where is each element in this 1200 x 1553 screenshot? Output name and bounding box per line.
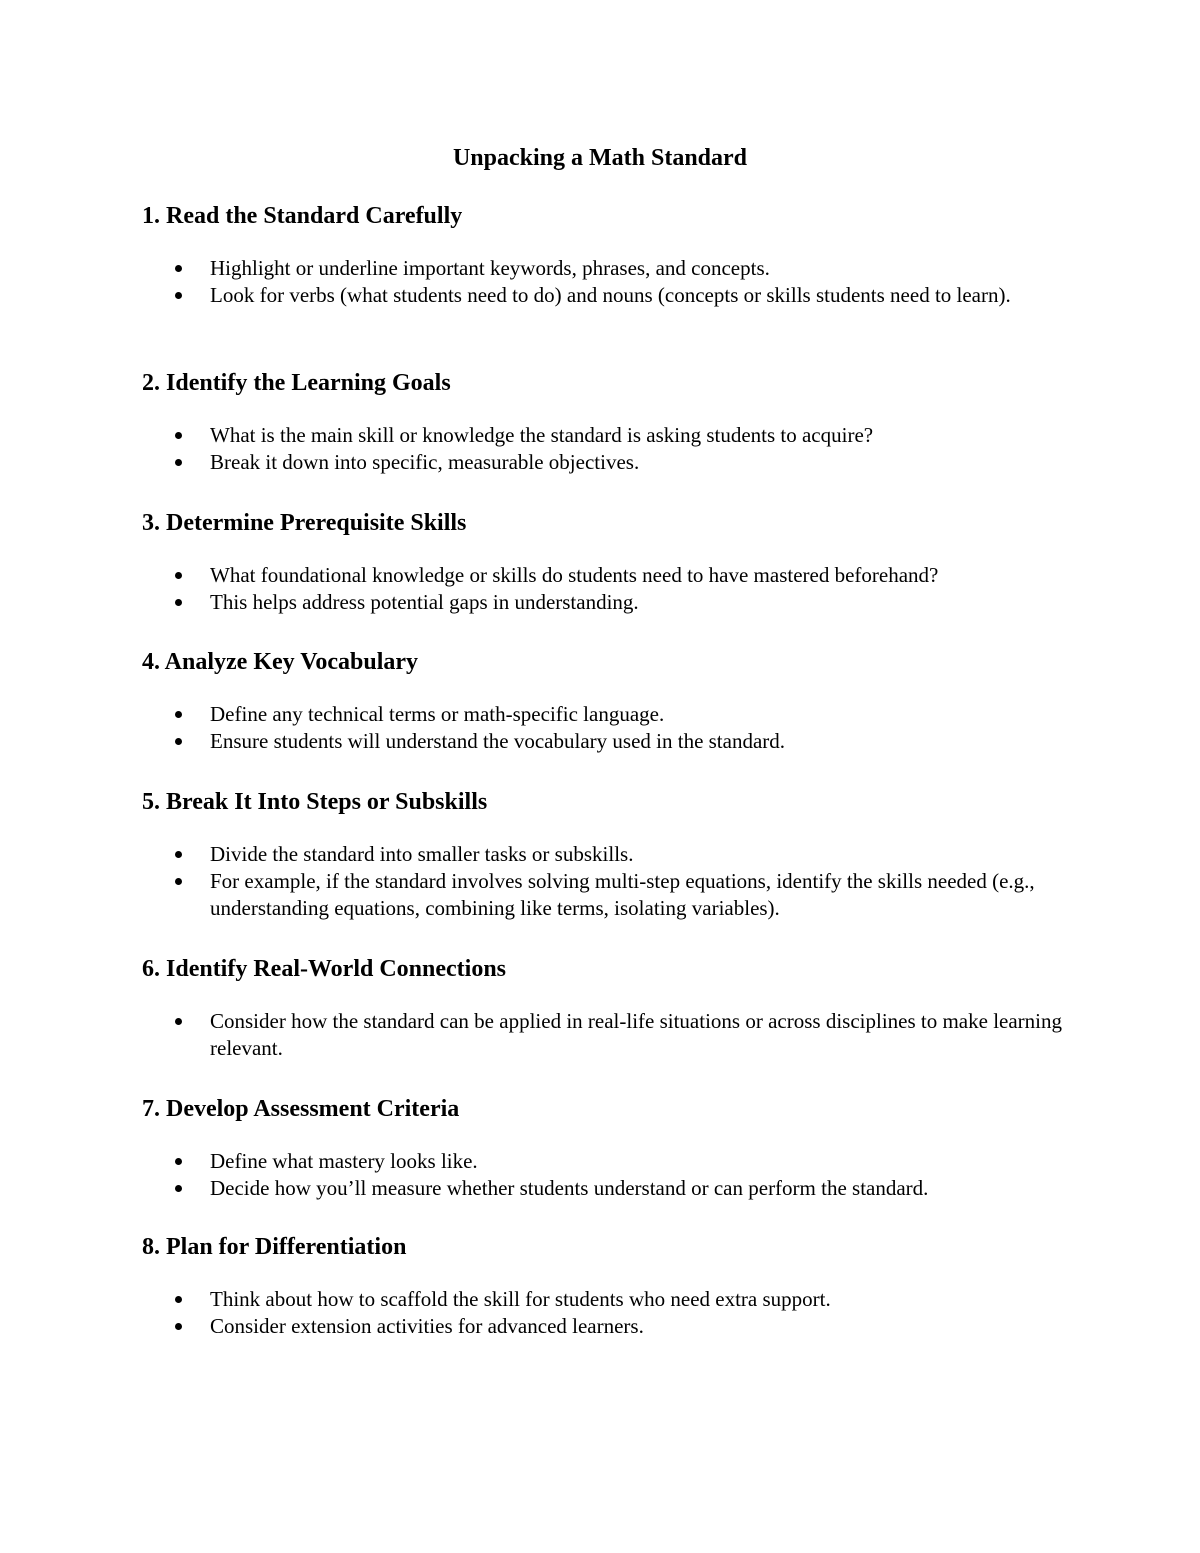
- bullet-icon: [175, 1323, 182, 1330]
- list-item-text: What foundational knowledge or skills do students need to have mastered beforehand?: [210, 563, 939, 587]
- list-item: [142, 1286, 1072, 1313]
- bullet-icon: [175, 572, 182, 579]
- bullet-list: [142, 701, 1072, 755]
- bullet-icon: [175, 1185, 182, 1192]
- bullet-list: [142, 562, 1072, 616]
- section-read-standard: [142, 201, 1072, 309]
- section-heading: 2. Identify the Learning Goals: [142, 370, 451, 396]
- section-heading: 5. Break It Into Steps or Subskills: [142, 789, 488, 815]
- bullet-icon: [175, 851, 182, 858]
- list-item: [142, 589, 1072, 616]
- bullet-list: [142, 255, 1072, 309]
- list-item-text: Look for verbs (what students need to do) and nouns (concepts or skills students need to learn).: [210, 283, 1011, 307]
- list-item: [142, 1008, 1072, 1062]
- section-assessment-criteria: [142, 1094, 1072, 1202]
- section-learning-goals: [142, 368, 1072, 476]
- list-item-text: Decide how you’ll measure whether students understand or can perform the standard.: [210, 1176, 929, 1200]
- page-title: Unpacking a Math Standard: [452, 145, 748, 171]
- section-heading: 3. Determine Prerequisite Skills: [142, 510, 467, 536]
- list-item-text: Break it down into specific, measurable objectives.: [210, 450, 640, 474]
- section-heading: 6. Identify Real-World Connections: [142, 956, 507, 982]
- section-differentiation: [142, 1232, 1072, 1340]
- bullet-icon: [175, 265, 182, 272]
- list-item-text: For example, if the standard involves solving multi-step equations, identify the skills needed (e.g., understanding equations, combining like terms, isolating variables).: [210, 869, 1035, 920]
- list-item-text: Think about how to scaffold the skill for students who need extra support.: [210, 1287, 831, 1311]
- list-item: [142, 1148, 1072, 1175]
- list-item: [142, 1175, 1072, 1202]
- list-item-text: Divide the standard into smaller tasks or subskills.: [210, 842, 634, 866]
- section-steps-subskills: [142, 787, 1072, 922]
- bullet-icon: [175, 738, 182, 745]
- list-item: [142, 841, 1072, 868]
- list-item: [142, 1313, 1072, 1340]
- list-item-text: Ensure students will understand the vocabulary used in the standard.: [210, 729, 786, 753]
- list-item: [142, 728, 1072, 755]
- bullet-icon: [175, 711, 182, 718]
- bullet-icon: [175, 432, 182, 439]
- bullet-icon: [175, 1018, 182, 1025]
- list-item: [142, 868, 1072, 922]
- list-item: [142, 562, 1072, 589]
- list-item-text: Highlight or underline important keywords, phrases, and concepts.: [210, 256, 770, 280]
- list-item-text: Consider extension activities for advanced learners.: [210, 1314, 644, 1338]
- section-heading: 1. Read the Standard Carefully: [142, 203, 463, 229]
- list-item-text: Define what mastery looks like.: [210, 1149, 478, 1173]
- list-item: [142, 282, 1072, 309]
- section-heading: 7. Develop Assessment Criteria: [142, 1096, 460, 1122]
- bullet-list: [142, 1286, 1072, 1340]
- bullet-icon: [175, 459, 182, 466]
- bullet-list: [142, 1148, 1072, 1202]
- list-item-text: What is the main skill or knowledge the standard is asking students to acquire?: [210, 423, 874, 447]
- bullet-icon: [175, 1296, 182, 1303]
- list-item-text: This helps address potential gaps in understanding.: [210, 590, 639, 614]
- bullet-list: [142, 841, 1072, 922]
- list-item: [142, 255, 1072, 282]
- list-item-text: Define any technical terms or math-specific language.: [210, 702, 665, 726]
- section-real-world-connections: [142, 954, 1072, 1062]
- bullet-icon: [175, 1158, 182, 1165]
- list-item: [142, 701, 1072, 728]
- list-item: [142, 449, 1072, 476]
- section-key-vocabulary: [142, 647, 1072, 755]
- bullet-icon: [175, 878, 182, 885]
- section-prerequisite-skills: [142, 508, 1072, 616]
- list-item: [142, 422, 1072, 449]
- bullet-list: [142, 422, 1072, 476]
- bullet-icon: [175, 599, 182, 606]
- bullet-list: [142, 1008, 1072, 1062]
- list-item-text: Consider how the standard can be applied in real-life situations or across disciplines to make learning relevant.: [210, 1009, 1063, 1060]
- bullet-icon: [175, 292, 182, 299]
- section-heading: 4. Analyze Key Vocabulary: [142, 649, 419, 675]
- section-heading: 8. Plan for Differentiation: [142, 1234, 407, 1260]
